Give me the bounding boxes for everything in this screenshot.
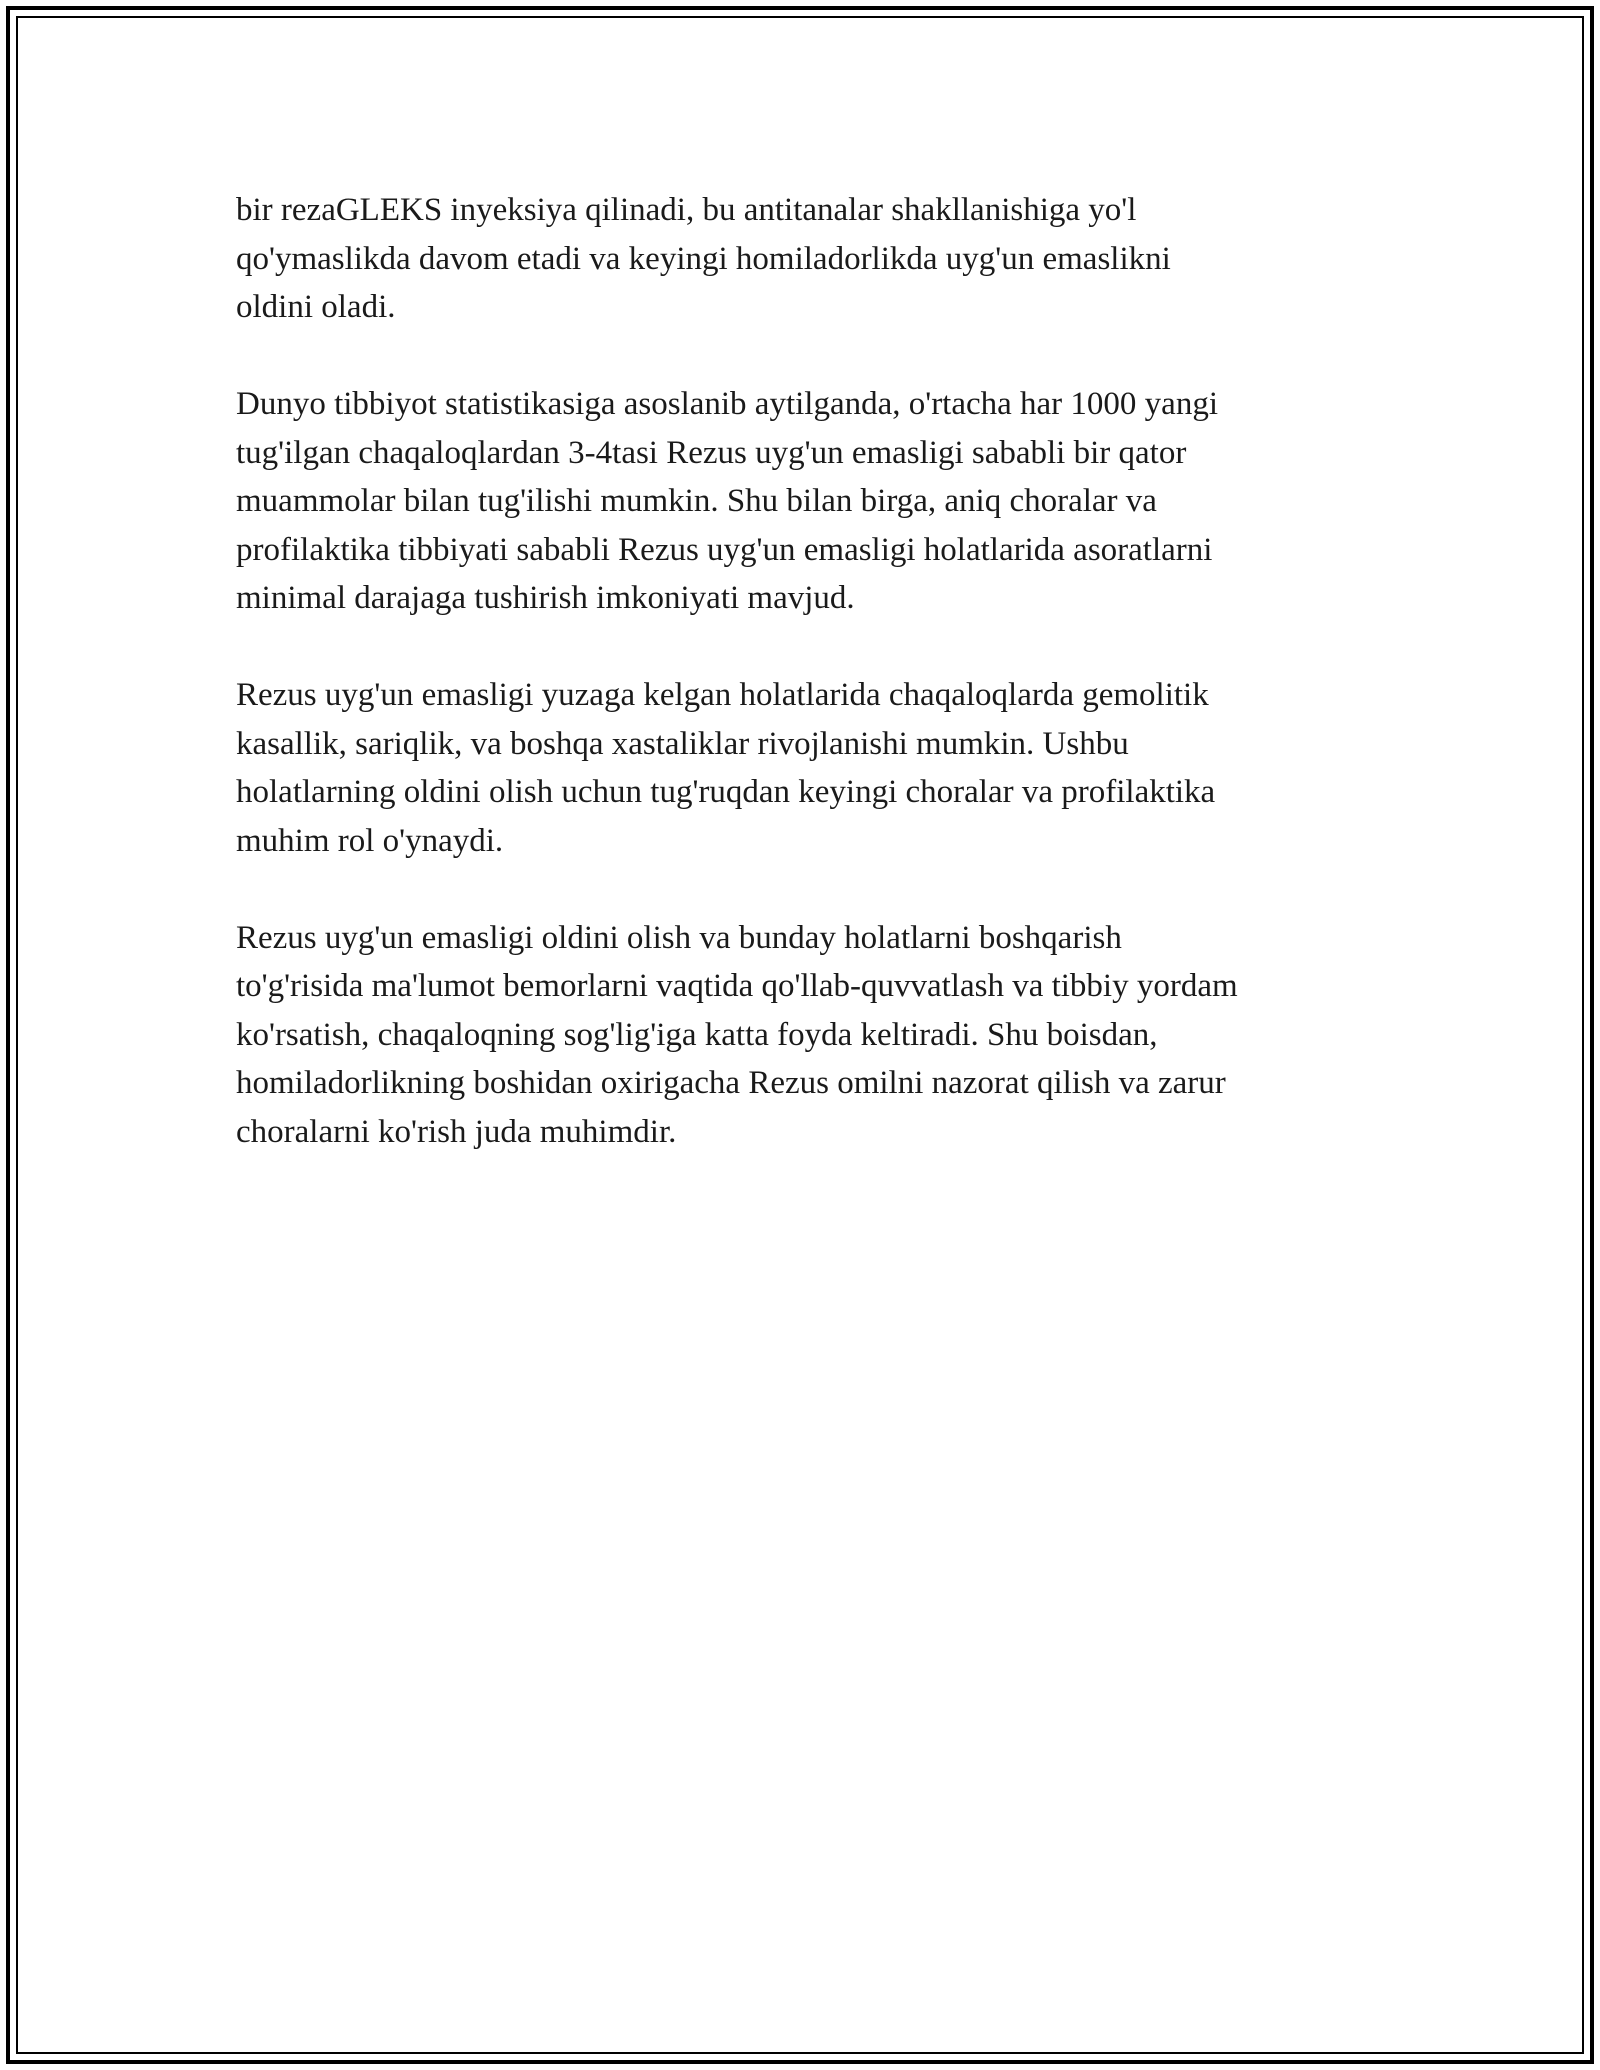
text-line: profilaktika tibbiyati sababli Rezus uyg'un emasligi holatlarida asoratlarni [236,531,1213,568]
text-line: kasallik, sariqlik, va boshqa xastaliklar rivojlanishi mumkin. Ushbu [236,725,1129,762]
paragraph-3 [236,671,1366,865]
text-line: homiladorlikning boshidan oxirigacha Rezus omilni nazorat qilish va zarur [236,1065,1226,1101]
paragraph-1 [236,186,1366,332]
text-line: to'g'risida ma'lumot bemorlarni vaqtida qo'llab-quvvatlash va tibbiy yordam [236,968,1238,1004]
paragraph-4 [236,914,1366,1157]
text-line: ko'rsatish, chaqaloqning sog'lig'iga katta foyda keltiradi. Shu boisdan, [236,1016,1158,1053]
text-line: Dunyo tibbiyot statistikasiga asoslanib aytilganda, o'rtacha har 1000 yangi [236,386,1218,422]
text-line: holatlarning oldini olish uchun tug'ruqdan keyingi choralar va profilaktika [236,774,1216,810]
text-line: muammolar bilan tug'ilishi mumkin. Shu bilan birga, aniq choralar va [236,483,1157,519]
text-line: qo'ymaslikda davom etadi va keyingi homiladorlikda uyg'un emaslikni [236,240,1171,277]
text-line: tug'ilgan chaqaloqlardan 3-4tasi Rezus uyg'un emasligi sababli bir qator [236,434,1187,471]
text-line: bir rezaGLEKS inyeksiya qilinadi, bu antitanalar shakllanishiga yo'l [236,192,1137,228]
text-line: minimal darajaga tushirish imkoniyati mavjud. [236,580,855,616]
document-body [236,186,1366,1205]
text-line: muhim rol o'ynaydi. [236,822,504,859]
text-line: Rezus uyg'un emasligi oldini olish va bunday holatlarni boshqarish [236,919,1122,956]
text-line: choralarni ko'rish juda muhimdir. [236,1113,677,1150]
paragraph-2 [236,380,1366,623]
text-line: Rezus uyg'un emasligi yuzaga kelgan holatlarida chaqaloqlarda gemolitik [236,677,1209,713]
text-line: oldini oladi. [236,289,396,325]
